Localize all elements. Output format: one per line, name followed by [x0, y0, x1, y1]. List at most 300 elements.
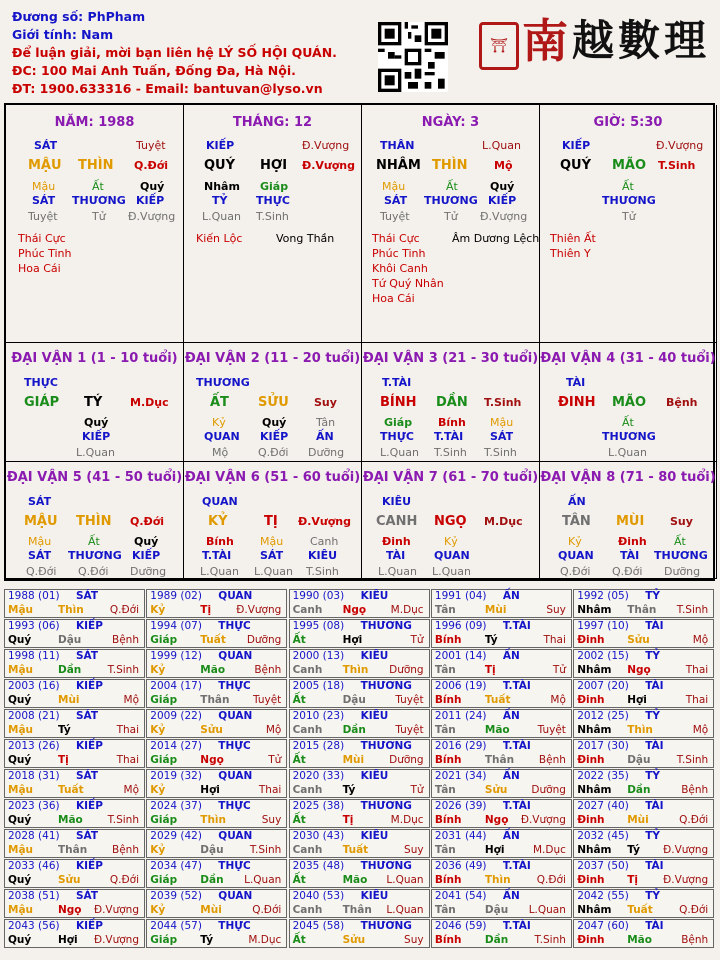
year-branch: Thân: [342, 904, 372, 916]
year-branch: Dần: [484, 934, 509, 946]
year-label: 2042 (55): [577, 890, 629, 902]
year-label: 2007 (20): [577, 680, 629, 692]
dai-van-cell-label: ẤT: [210, 395, 229, 410]
pillar-cell-label: Tứ Quý Nhân: [372, 277, 444, 290]
dai-van-cell-label: TÝ: [84, 395, 103, 410]
year-cell: [573, 799, 714, 828]
dai-van-cell: [540, 462, 717, 579]
year-cell: [146, 649, 287, 678]
year-stem: Mậu: [8, 904, 34, 916]
year-cell: [573, 649, 714, 678]
year-stage: Đ.Vượng: [93, 934, 139, 946]
year-god: THƯƠNG: [360, 740, 412, 752]
dai-van-cell-title: ĐẠI VẬN 2 (11 - 20 tuổi): [184, 351, 361, 366]
dai-van-cell-label: Tân: [316, 416, 336, 429]
year-stem: Đinh: [577, 934, 605, 946]
year-god: THỰC: [218, 740, 251, 752]
dai-van-cell-label: THƯƠNG: [196, 376, 250, 389]
year-cell: [4, 739, 145, 768]
year-label: 2011 (24): [434, 710, 487, 722]
year-branch: Tý: [342, 784, 356, 796]
dai-van-cell-label: THỰC: [24, 376, 58, 389]
pillar-cell-label: Mộ: [494, 159, 513, 172]
year-stem: Quý: [8, 634, 32, 646]
year-stem: Giáp: [150, 634, 178, 646]
year-branch: Mão: [200, 664, 226, 676]
pillar-cell-label: Tử: [622, 210, 636, 223]
pillar-cell-label: L.Quan: [482, 139, 521, 152]
dai-van-cell: [540, 343, 717, 462]
pillar-cell-label: Ất: [622, 180, 634, 193]
year-cell: [431, 589, 572, 618]
pillar-cell-label: THỰC: [256, 194, 290, 207]
year-branch: Hợi: [627, 694, 647, 706]
year-god: QUAN: [218, 650, 253, 662]
year-cell: [4, 619, 145, 648]
year-stage: T.Sinh: [676, 604, 709, 616]
dai-van-cell-label: Suy: [314, 396, 337, 409]
year-stem: Đinh: [577, 694, 605, 706]
dai-van-cell-label: TÀI: [386, 549, 406, 562]
year-stem: Nhâm: [577, 904, 612, 916]
year-label: 2014 (27): [150, 740, 202, 752]
year-branch: Hợi: [342, 634, 363, 646]
dai-van-cell-label: THƯƠNG: [602, 430, 656, 443]
year-god: TỶ: [645, 830, 660, 842]
dai-van-cell-label: THƯƠNG: [68, 549, 122, 562]
year-cell: [146, 859, 287, 888]
year-branch: Mùi: [200, 904, 222, 916]
year-branch: Tuất: [627, 904, 653, 916]
logo-char: 數: [618, 16, 665, 65]
year-label: 2013 (26): [8, 740, 60, 752]
dai-van-cell-label: Đinh: [618, 535, 647, 548]
gender: Giới tính: Nam: [12, 27, 114, 42]
dai-van-cell-label: Dưỡng: [664, 565, 701, 578]
yearly-table: [4, 589, 715, 951]
year-god: ẤN: [502, 830, 520, 842]
logo-title: [522, 8, 712, 68]
year-stage: Q.Đới: [679, 814, 709, 826]
year-stem: Quý: [8, 814, 32, 826]
year-cell: [146, 889, 287, 918]
year-stage: T.Sinh: [107, 814, 139, 826]
dai-van-cell-label: KIẾP: [132, 549, 161, 562]
year-cell: [289, 859, 430, 888]
year-cell: [289, 679, 430, 708]
pillar-cell-label: MÃO: [612, 158, 647, 173]
year-branch: Sửu: [627, 634, 650, 646]
year-stage: Đ.Vượng: [663, 844, 709, 856]
year-branch: Dần: [627, 784, 651, 796]
year-cell: [146, 589, 287, 618]
year-stem: Ất: [292, 634, 306, 646]
dai-van-cell-label: Ất: [674, 535, 686, 548]
year-label: 1997 (10): [577, 620, 629, 632]
year-branch: Thìn: [200, 814, 227, 826]
year-stem: Tân: [434, 844, 456, 856]
year-god: TỶ: [645, 650, 660, 662]
year-god: TÀI: [645, 740, 664, 752]
year-branch: Tị: [200, 604, 212, 616]
year-branch: Tý: [200, 934, 214, 946]
year-cell: [289, 769, 430, 798]
year-cell: [431, 919, 572, 948]
year-stage: T.Sinh: [249, 844, 282, 856]
year-god: TÀI: [645, 860, 664, 872]
year-stage: Dưỡng: [389, 754, 424, 766]
dai-van-cell-label: Suy: [670, 515, 693, 528]
year-cell: [431, 709, 572, 738]
year-label: 2016 (29): [434, 740, 487, 752]
year-stem: Canh: [292, 784, 323, 796]
year-label: 1990 (03): [292, 590, 345, 602]
dai-van-cell-label: Dưỡng: [308, 446, 345, 459]
header-info: [12, 8, 337, 98]
year-label: 2017 (30): [577, 740, 629, 752]
year-stem: Mậu: [8, 844, 34, 856]
year-cell: [573, 919, 714, 948]
year-cell: [289, 799, 430, 828]
dai-van-cell-label: L.Quan: [254, 565, 293, 578]
dai-van-cell-label: KIÊU: [382, 495, 412, 508]
year-label: 1991 (04): [434, 590, 487, 602]
year-stem: Kỷ: [150, 604, 166, 616]
dai-van-cell-label: QUAN: [202, 495, 238, 508]
dai-van-cell-label: T.TÀI: [434, 430, 464, 443]
year-cell: [431, 679, 572, 708]
pillar-cell-label: Đ.Vượng: [302, 159, 356, 172]
year-stage: Q.Đới: [109, 874, 139, 886]
year-label: 2021 (34): [434, 770, 487, 782]
year-cell: [146, 679, 287, 708]
pillar-cell-label: Âm Dương Lệch: [452, 232, 540, 245]
year-god: THỰC: [218, 680, 251, 692]
year-stage: Tuyệt: [395, 724, 424, 736]
qr-code-icon: [378, 22, 448, 92]
dai-van-cell-title: ĐẠI VẬN 1 (1 - 10 tuổi): [11, 351, 178, 366]
year-label: 2022 (35): [577, 770, 629, 782]
year-cell: [4, 769, 145, 798]
year-god: THƯƠNG: [360, 920, 412, 932]
pillar-cell-label: Đ.Vượng: [656, 139, 704, 152]
year-label: 2012 (25): [577, 710, 629, 722]
year-label: 2041 (54): [434, 890, 487, 902]
dai-van-cell-label: Ất: [88, 535, 100, 548]
year-stage: Suy: [404, 934, 424, 946]
dai-van-cell-label: TÂN: [562, 514, 591, 529]
dai-van-cell-label: KIÊU: [308, 549, 338, 562]
year-cell: [573, 619, 714, 648]
year-cell: [573, 769, 714, 798]
year-branch: Mùi: [58, 694, 80, 706]
year-stage: Suy: [261, 814, 282, 826]
dai-van-cell-label: SÁT: [28, 495, 52, 508]
year-label: 2018 (31): [8, 770, 60, 782]
phone-email-line: ĐT: 1900.633316 - Email: bantuvan@lyso.vn: [12, 81, 323, 96]
year-stage: Suy: [546, 604, 566, 616]
dai-van-cell-label: Kỷ: [444, 535, 458, 548]
year-cell: [431, 799, 572, 828]
year-stem: Tân: [434, 904, 456, 916]
dai-van-cell-label: Dưỡng: [130, 565, 167, 578]
year-branch: Tý: [58, 724, 71, 736]
year-stem: Nhâm: [577, 784, 612, 796]
year-god: THƯƠNG: [360, 620, 412, 632]
year-stem: Tân: [434, 784, 456, 796]
year-label: 2033 (46): [8, 860, 60, 872]
year-stem: Bính: [434, 634, 462, 646]
year-cell: [289, 649, 430, 678]
year-label: 1992 (05): [577, 590, 629, 602]
year-god: TÀI: [645, 920, 664, 932]
dai-van-cell-label: T.Sinh: [434, 446, 467, 459]
year-label: 2037 (50): [577, 860, 629, 872]
dai-van-cell-label: Mộ: [212, 446, 229, 459]
year-stem: Nhâm: [577, 724, 612, 736]
year-label: 2043 (56): [8, 920, 60, 932]
year-branch: Dần: [342, 724, 366, 736]
year-branch: Ngọ: [342, 604, 367, 616]
year-god: KIÊU: [360, 710, 389, 722]
pillar-cell-label: Giáp: [260, 180, 289, 193]
pillar-cell: [184, 105, 362, 343]
dai-van-cell-label: Bệnh: [666, 396, 698, 409]
year-stage: Đ.Vượng: [93, 904, 139, 916]
year-label: 2044 (57): [150, 920, 202, 932]
year-label: 2000 (13): [292, 650, 345, 662]
red-seal-stamp: ⛩: [479, 22, 519, 70]
year-god: TÀI: [645, 620, 664, 632]
year-stage: Tuyệt: [253, 694, 282, 706]
dai-van-cell-label: TỊ: [264, 514, 278, 529]
dai-van-cell-label: BÍNH: [380, 395, 417, 410]
year-god: KIÊU: [360, 890, 389, 902]
year-god: KIẾP: [76, 740, 103, 752]
year-branch: Thân: [484, 754, 515, 766]
year-label: 2027 (40): [577, 800, 629, 812]
year-god: KIẾP: [76, 680, 103, 692]
year-god: ẤN: [502, 770, 520, 782]
dai-van-cell-title: ĐẠI VẬN 3 (21 - 30 tuổi): [362, 351, 539, 366]
dai-van-cell-label: T.TÀI: [382, 376, 412, 389]
year-label: 2004 (17): [150, 680, 202, 692]
year-cell: [289, 919, 430, 948]
pillar-cell-label: Nhâm: [204, 180, 240, 193]
dai-van-cell-label: Q.Đới: [26, 565, 57, 578]
year-branch: Ngọ: [200, 754, 224, 766]
dai-van-cell-label: Q.Đới: [612, 565, 643, 578]
year-stem: Nhâm: [577, 844, 612, 856]
year-stem: Giáp: [150, 754, 178, 766]
dai-van-cell-label: SỬU: [258, 395, 289, 410]
dai-van-cell-label: L.Quan: [380, 446, 419, 459]
pillar-cell-label: NHÂM: [376, 158, 421, 173]
year-stem: Ất: [292, 814, 306, 826]
year-stem: Kỷ: [150, 844, 166, 856]
dai-van-cell-label: SÁT: [490, 430, 514, 443]
pillar-cell-label: TỶ: [212, 194, 228, 207]
year-stem: Ất: [292, 694, 306, 706]
contact-line: Để luận giải, mời bạn liên hệ LÝ SỐ HỘI QUÁN.: [12, 45, 337, 60]
year-god: ẤN: [502, 710, 520, 722]
year-cell: [431, 889, 572, 918]
year-stem: Bính: [434, 934, 462, 946]
dai-van-cell-label: L.Quan: [608, 446, 647, 459]
dai-van-cell-label: CANH: [376, 514, 418, 529]
dai-van-cell-title: ĐẠI VẬN 6 (51 - 60 tuổi): [184, 470, 361, 485]
year-god: QUAN: [218, 590, 253, 602]
year-god: THƯƠNG: [360, 800, 412, 812]
year-cell: [573, 739, 714, 768]
year-branch: Tuất: [484, 694, 511, 706]
dai-van-cell-label: Q.Đới: [560, 565, 591, 578]
year-branch: Dậu: [627, 754, 651, 766]
year-stage: Dưỡng: [389, 664, 424, 676]
dai-van-cell-label: L.Quan: [76, 446, 115, 459]
year-branch: Dậu: [200, 844, 224, 856]
pillar-cell-label: THÌN: [78, 158, 114, 173]
year-label: 2040 (53): [292, 890, 345, 902]
dai-van-cell-title: ĐẠI VẬN 8 (71 - 80 tuổi): [540, 470, 716, 485]
pillar-cell-label: THƯƠNG: [424, 194, 478, 207]
year-label: 2034 (47): [150, 860, 202, 872]
year-branch: Mão: [58, 814, 83, 826]
pillar-cell-label: Thái Cực: [372, 232, 420, 245]
year-label: 2025 (38): [292, 800, 345, 812]
year-god: ẤN: [502, 650, 520, 662]
year-stage: Tuyệt: [537, 724, 566, 736]
year-stem: Quý: [8, 934, 32, 946]
pillar-cell-title: THÁNG: 12: [232, 115, 313, 130]
year-stage: Thai: [685, 694, 709, 706]
year-stage: Suy: [404, 844, 424, 856]
dai-van-cell-label: Ất: [622, 416, 634, 429]
year-label: 2001 (14): [434, 650, 487, 662]
year-stem: Canh: [292, 724, 323, 736]
year-stem: Tân: [434, 724, 456, 736]
year-branch: Mùi: [484, 604, 507, 616]
year-label: 2032 (45): [577, 830, 629, 842]
dai-van-cell-label: KỶ: [208, 514, 228, 529]
pillar-cell-title: GIỜ: 5:30: [593, 115, 663, 130]
dai-van-cell-label: Giáp: [384, 416, 413, 429]
pillar-cell-label: T.Sinh: [256, 210, 289, 223]
year-branch: Hợi: [200, 784, 220, 796]
year-cell: [146, 739, 287, 768]
pillar-cell-label: KIẾP: [562, 139, 591, 152]
year-stage: M.Dục: [248, 934, 282, 946]
year-label: 2019 (32): [150, 770, 202, 782]
pillar-cell-label: T.Sinh: [658, 159, 696, 172]
year-stem: Nhâm: [577, 604, 612, 616]
year-branch: Sửu: [200, 724, 223, 736]
year-branch: Sửu: [484, 784, 508, 796]
year-label: 2003 (16): [8, 680, 60, 692]
dai-van-cell-title: ĐẠI VẬN 7 (61 - 70 tuổi): [362, 470, 539, 485]
pillar-cell-label: Q.Đới: [134, 159, 169, 172]
year-cell: [573, 889, 714, 918]
year-god: QUAN: [218, 770, 253, 782]
year-branch: Thìn: [627, 724, 653, 736]
year-branch: Sửu: [342, 934, 366, 946]
year-label: 1998 (11): [8, 650, 60, 662]
year-cell: [573, 859, 714, 888]
year-cell: [146, 829, 287, 858]
dai-van-cell-label: Kỷ: [212, 416, 226, 429]
year-cell: [431, 619, 572, 648]
dai-van-cell-label: T.Sinh: [484, 446, 517, 459]
year-branch: Ngọ: [58, 904, 82, 916]
year-label: 2031 (44): [434, 830, 487, 842]
year-stage: Tử: [410, 634, 424, 646]
year-stage: M.Dục: [532, 844, 566, 856]
year-god: SÁT: [76, 830, 99, 842]
logo-char: 南: [522, 14, 572, 68]
year-stem: Mậu: [8, 604, 34, 616]
year-god: THỰC: [218, 860, 251, 872]
address-line: ĐC: 100 Mai Anh Tuấn, Đống Đa, Hà Nội.: [12, 63, 296, 78]
year-stage: Bệnh: [254, 664, 282, 676]
year-stem: Bính: [434, 814, 462, 826]
year-god: TỶ: [645, 770, 660, 782]
year-god: THỰC: [218, 800, 251, 812]
year-label: 2036 (49): [434, 860, 487, 872]
year-branch: Hợi: [58, 934, 78, 946]
pillar-cell-label: Ất: [92, 180, 104, 193]
year-branch: Tuất: [200, 634, 226, 646]
pillar-cell-label: Hoa Cái: [18, 262, 61, 275]
year-stem: Đinh: [577, 754, 605, 766]
pillar-cell: [540, 105, 717, 343]
dai-van-cell-label: ẤN: [568, 495, 586, 508]
dai-van-cell-label: Q.Đới: [78, 565, 109, 578]
year-cell: [146, 769, 287, 798]
year-branch: Mão: [484, 724, 510, 736]
year-cell: [431, 859, 572, 888]
dai-van-cell-label: L.Quan: [432, 565, 471, 578]
year-cell: [289, 709, 430, 738]
year-cell: [4, 589, 145, 618]
year-stage: Tử: [552, 664, 566, 676]
year-cell: [4, 859, 145, 888]
year-stage: Mộ: [265, 724, 282, 736]
dai-van-cell-label: T.Sinh: [484, 396, 522, 409]
year-label: 2026 (39): [434, 800, 487, 812]
year-label: 2030 (43): [292, 830, 345, 842]
pillar-cell-label: THƯƠNG: [602, 194, 656, 207]
year-cell: [146, 919, 287, 948]
year-cell: [4, 649, 145, 678]
dai-van-cell-label: Bính: [206, 535, 234, 548]
year-cell: [573, 679, 714, 708]
pillar-cell-label: QUÝ: [204, 158, 236, 173]
pillar-cell-label: Tuyệt: [380, 210, 410, 223]
year-cell: [431, 769, 572, 798]
year-label: 2002 (15): [577, 650, 629, 662]
year-stage: L.Quan: [244, 874, 282, 886]
dai-van-cell-label: KIẾP: [260, 430, 289, 443]
dai-van-cell-label: Mậu: [28, 535, 52, 548]
year-label: 2005 (18): [292, 680, 345, 692]
year-label: 2028 (41): [8, 830, 60, 842]
dai-van-cell-label: Mậu: [260, 535, 284, 548]
pillar-cell-label: Kiến Lộc: [196, 232, 243, 245]
year-branch: Tị: [484, 664, 496, 676]
year-cell: [289, 739, 430, 768]
pillar-cell-label: SÁT: [32, 194, 56, 207]
year-god: SÁT: [76, 770, 99, 782]
